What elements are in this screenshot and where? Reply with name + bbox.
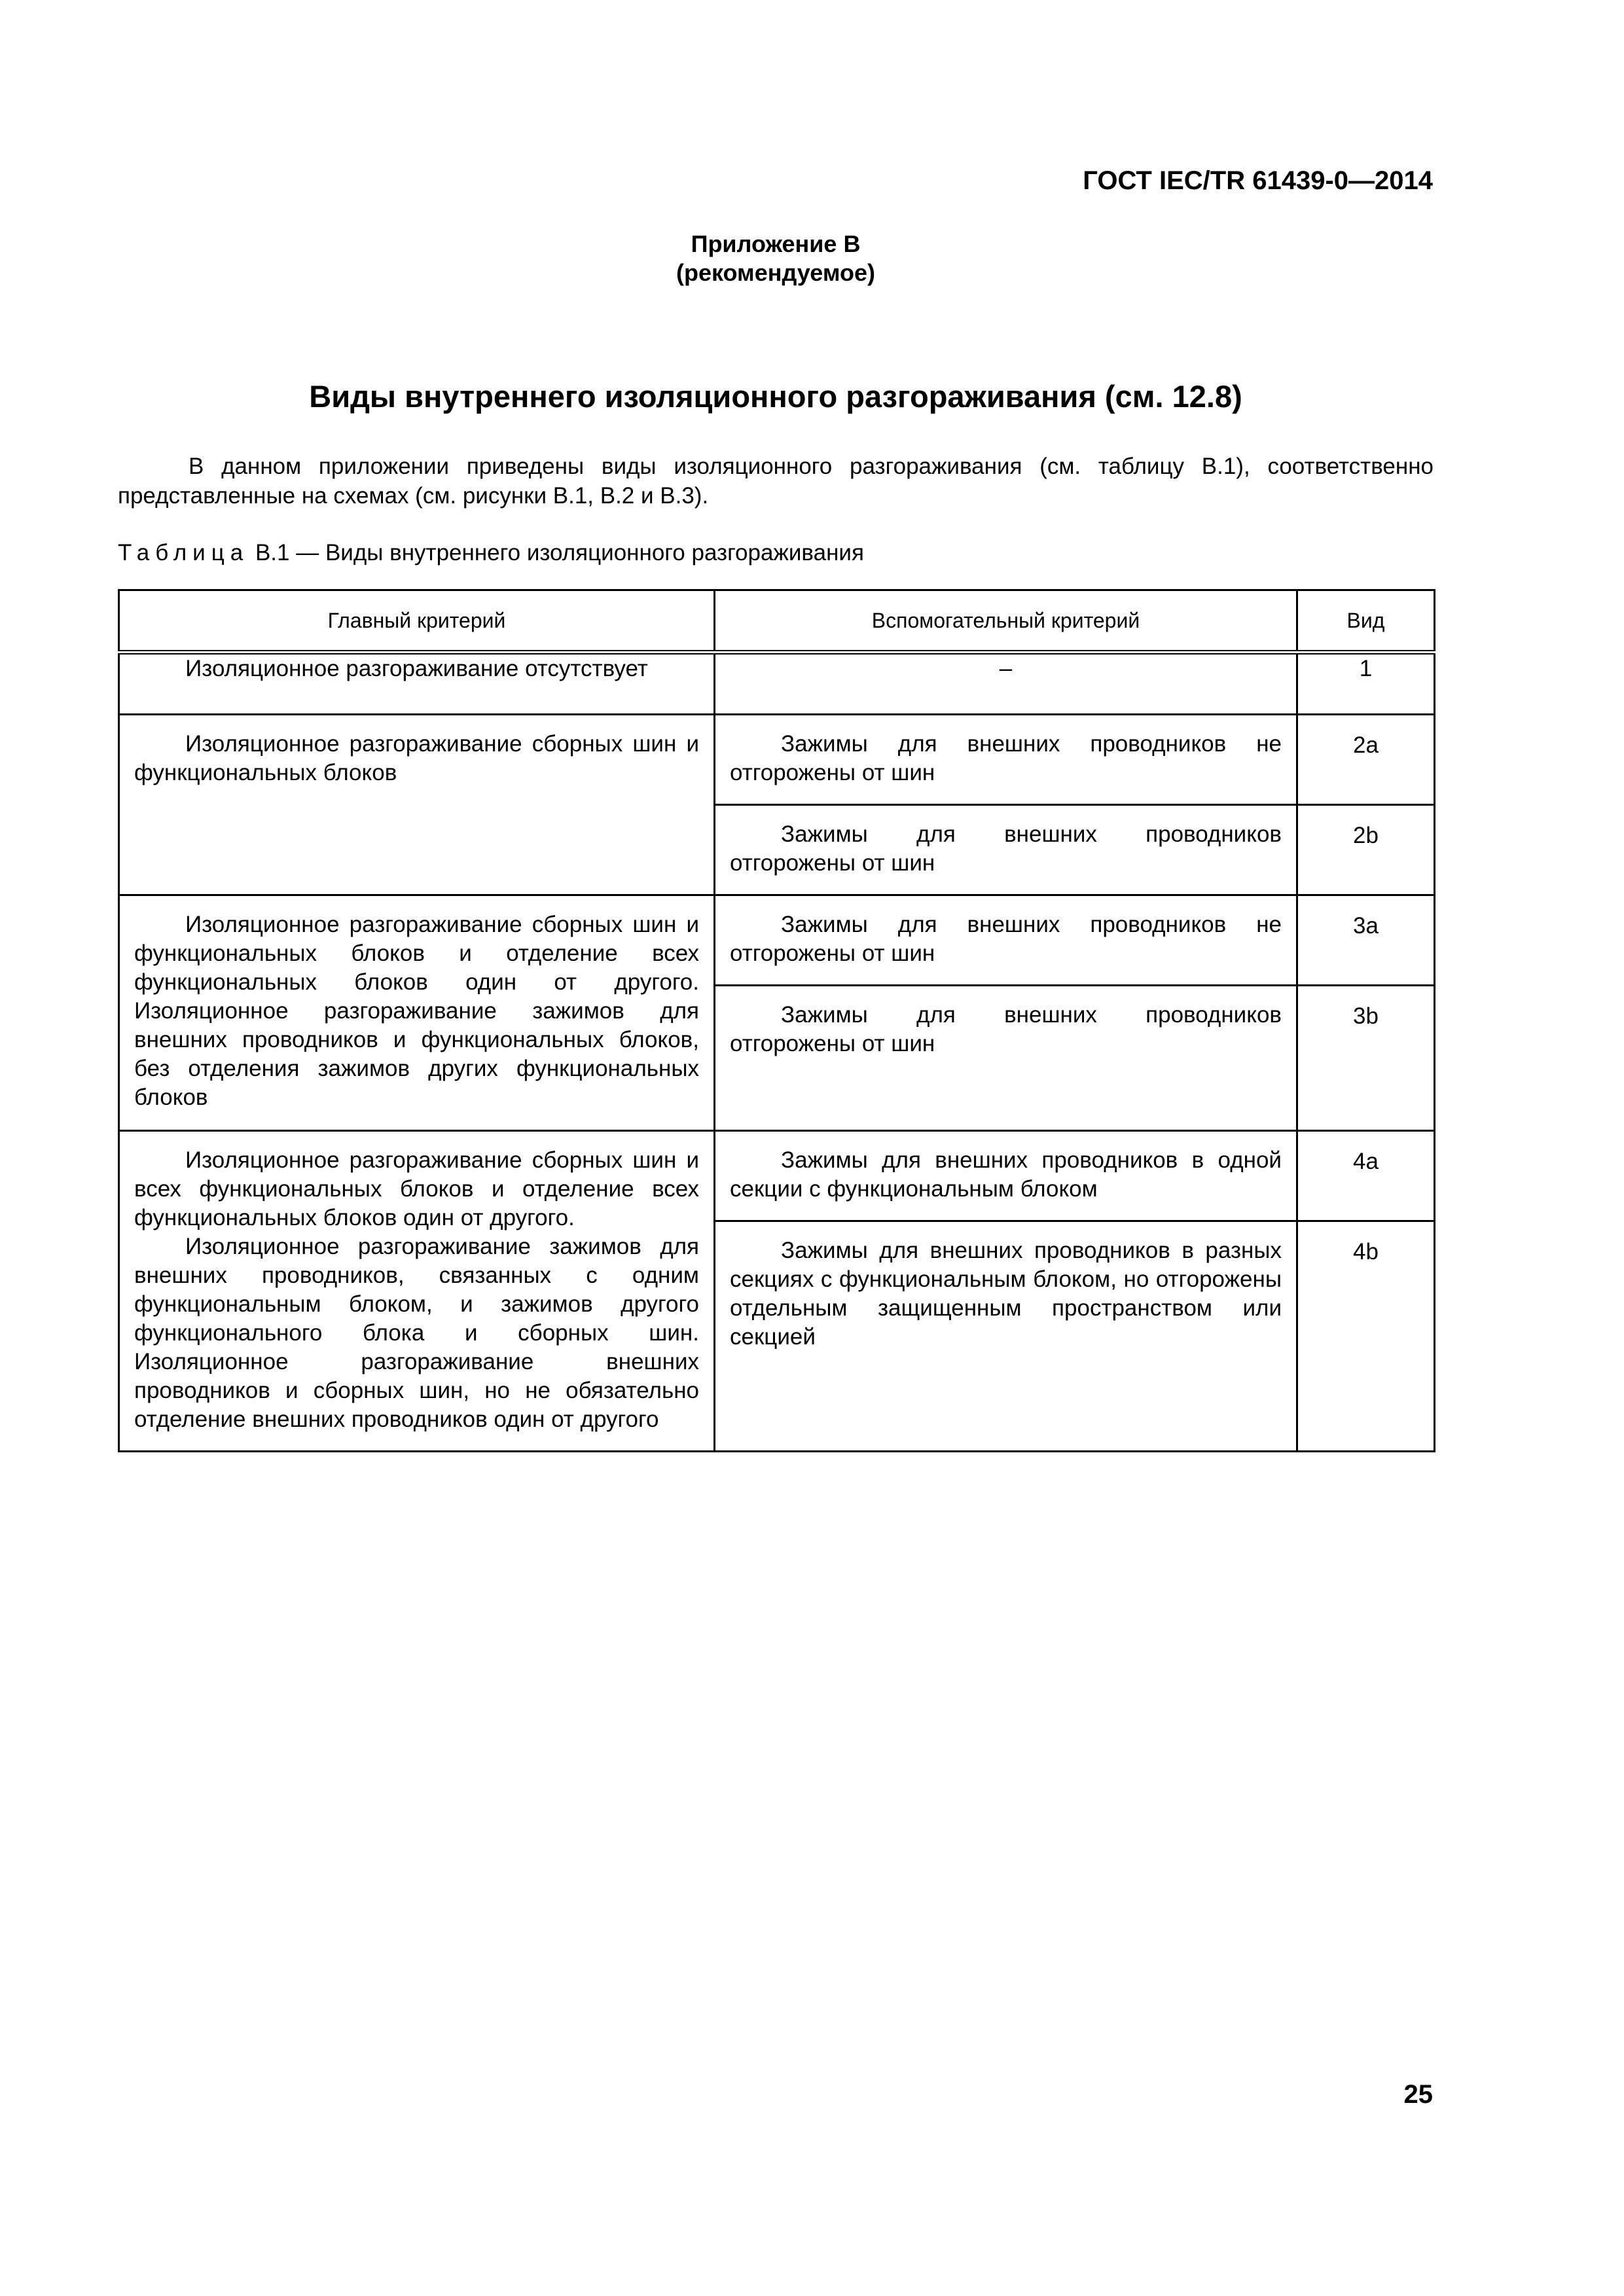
appendix-title: Приложение В (691, 230, 861, 257)
table-caption-prefix: Таблица (118, 540, 249, 565)
table-row (119, 653, 1435, 715)
appendix-status: (рекомендуемое) (676, 259, 875, 286)
auxiliary-criterion-cell (715, 1131, 1297, 1221)
main-criterion-cell (119, 1131, 715, 1452)
main-criterion-cell (119, 715, 715, 895)
type-value: 2b (1353, 823, 1379, 848)
header-main-criterion: Главный критерий (119, 590, 715, 653)
table-caption (118, 540, 864, 566)
type-value: 3a (1353, 913, 1379, 939)
main-criterion-text: Изоляционное разгораживание сборных шин и функциональных блоков и отделение всех функциональных блоков один от другого. Изоляционное разгораживание зажимов для внешних проводников и функциональных блоков, без отделения зажимов других функциональных блоков (134, 912, 699, 1110)
type-value: 1 (1359, 656, 1373, 681)
main-heading: Виды внутреннего изоляционного разгораживания (см. 12.8) (309, 379, 1242, 414)
auxiliary-criterion-text: Зажимы для внешних проводников в одной секции с функциональным блоком (730, 1147, 1282, 1202)
auxiliary-criterion-cell (715, 653, 1297, 715)
type-value: 2a (1353, 732, 1379, 758)
table-row (119, 715, 1435, 805)
table-row (119, 1131, 1435, 1221)
table-row (119, 895, 1435, 986)
auxiliary-criterion-cell (715, 895, 1297, 986)
table-caption-rest: В.1 — Виды внутреннего изоляционного разгораживания (249, 540, 864, 565)
header-auxiliary-criterion: Вспомогательный критерий (715, 590, 1297, 653)
type-value: 4a (1353, 1149, 1379, 1174)
type-cell (1297, 986, 1435, 1131)
main-criterion-cell (119, 895, 715, 1131)
doc-code: ГОСТ IEC/TR 61439-0—2014 (1083, 166, 1433, 195)
type-cell (1297, 805, 1435, 895)
type-value: 3b (1353, 1003, 1379, 1029)
auxiliary-criterion-cell (715, 715, 1297, 805)
page-number: 25 (1403, 2080, 1433, 2109)
main-criterion-text: Изоляционное разгораживание зажимов для внешних проводников, связанных с одним функциональным блоком, и зажимов другого функционального блока и сборных шин. Изоляционное разгораживание внешних проводников и сборных шин, но не обязательно отделение внешних проводников один от другого (134, 1234, 699, 1432)
auxiliary-criterion-text: Зажимы для внешних проводников не отгорожены от шин (730, 912, 1282, 966)
auxiliary-criterion-text: Зажимы для внешних проводников в разных секциях с функциональным блоком, но отгорожены отдельным защищенным пространством или секцией (730, 1238, 1282, 1350)
auxiliary-criterion-cell (715, 986, 1297, 1131)
auxiliary-criterion-cell (715, 1221, 1297, 1452)
table-header-row (119, 590, 1435, 653)
main-criterion-text: Изоляционное разгораживание сборных шин и всех функциональных блоков и отделение всех функциональных блоков один от другого. (134, 1147, 699, 1230)
intro-paragraph: В данном приложении приведены виды изоляционного разгораживания (см. таблицу В.1), соответственно представленные на схемах (см. рисунки В.1, В.2 и В.3). (118, 454, 1434, 509)
type-cell (1297, 653, 1435, 715)
auxiliary-criterion-text: Зажимы для внешних проводников отгорожены от шин (730, 1002, 1282, 1056)
type-cell (1297, 1221, 1435, 1452)
main-criterion-text: Изоляционное разгораживание сборных шин и функциональных блоков (134, 731, 699, 785)
type-cell (1297, 1131, 1435, 1221)
auxiliary-criterion-text: – (999, 656, 1013, 681)
separation-types-table (118, 589, 1435, 1452)
type-cell (1297, 715, 1435, 805)
main-criterion-text: Изоляционное разгораживание отсутствует (185, 656, 648, 681)
header-type: Вид (1297, 590, 1435, 653)
main-criterion-cell (119, 653, 715, 715)
auxiliary-criterion-cell (715, 805, 1297, 895)
type-value: 4b (1353, 1239, 1379, 1265)
type-cell (1297, 895, 1435, 986)
auxiliary-criterion-text: Зажимы для внешних проводников отгорожены от шин (730, 821, 1282, 876)
auxiliary-criterion-text: Зажимы для внешних проводников не отгорожены от шин (730, 731, 1282, 785)
